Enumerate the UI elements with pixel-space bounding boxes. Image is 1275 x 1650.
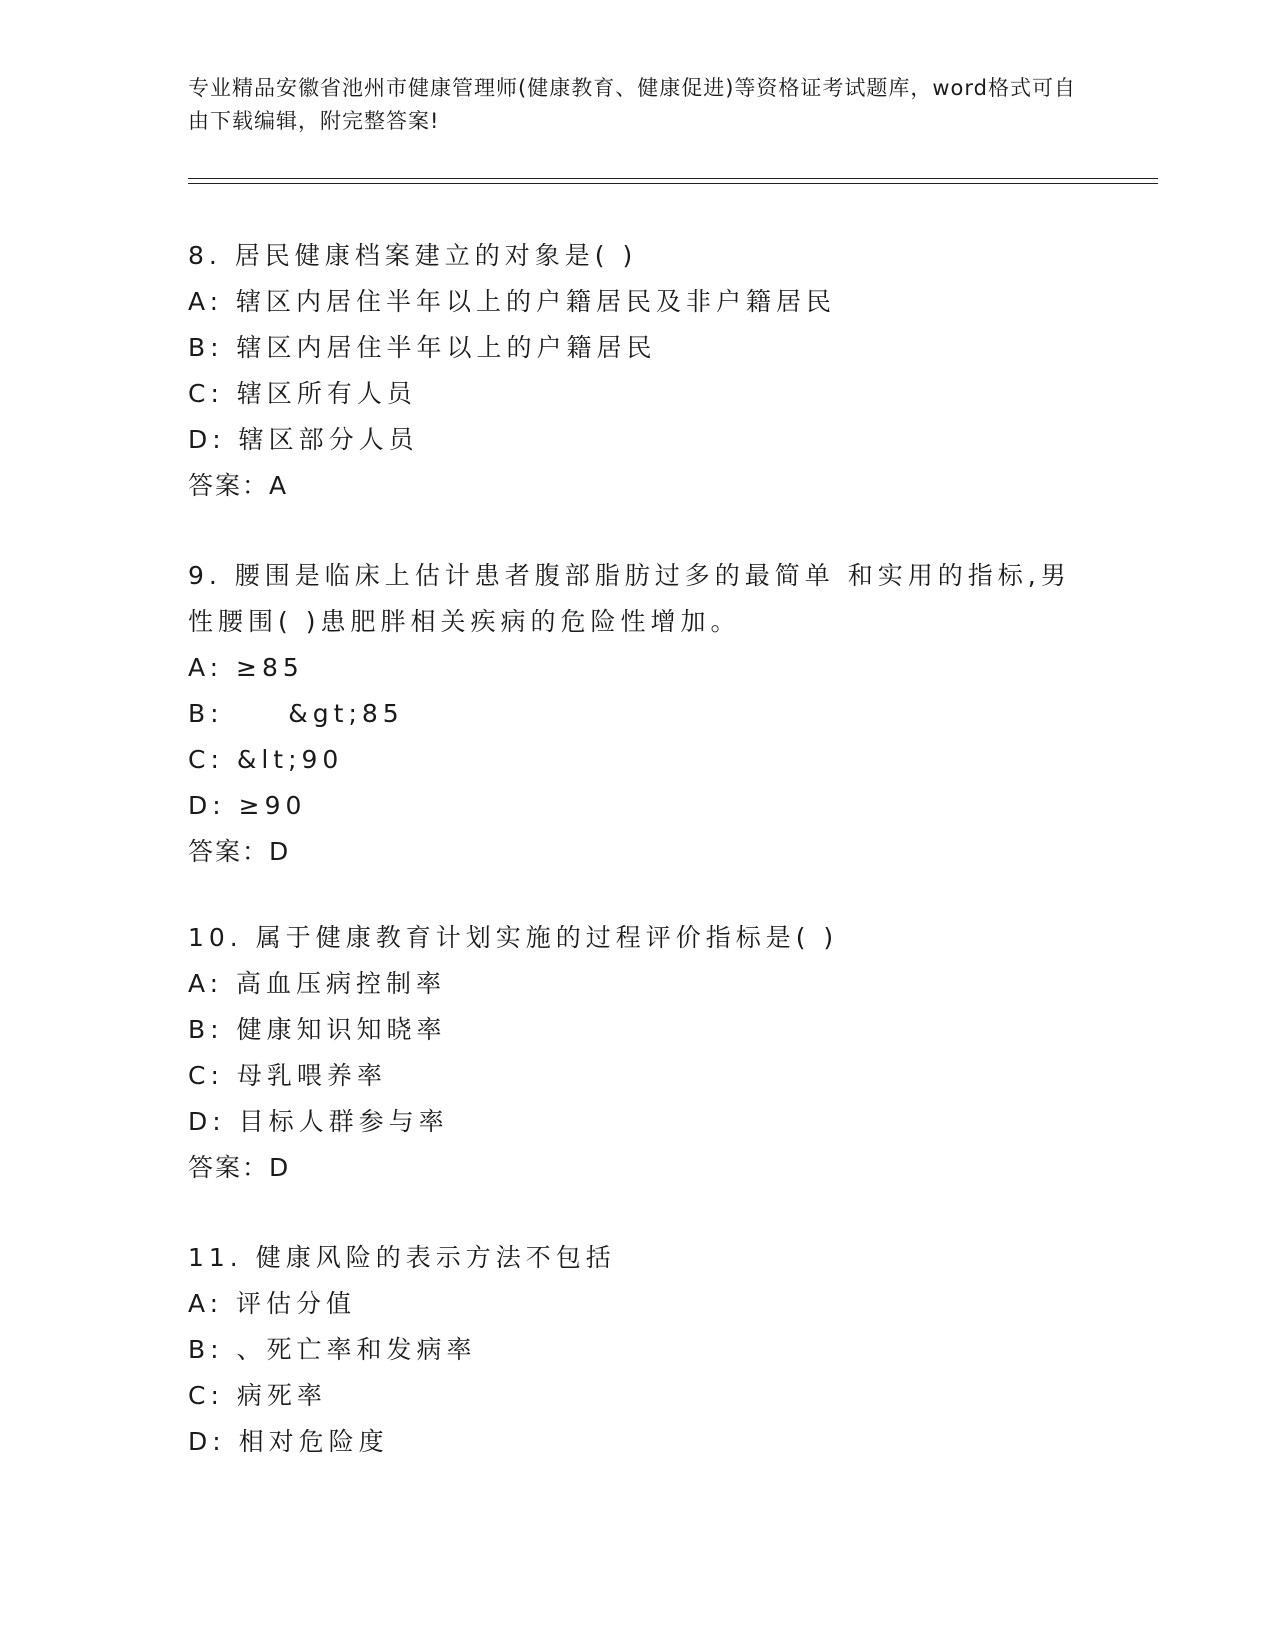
option-b: B: 、死亡率和发病率: [188, 1335, 477, 1364]
question-stem: 10. 属于健康教育计划实施的过程评价指标是( ): [188, 923, 839, 952]
document-header: 专业精品安徽省池州市健康管理师(健康教育、健康促进)等资格证考试题库，word格式可自由下载编辑，附完整答案!: [188, 76, 1077, 133]
option-b: B: 健康知识知晓率: [188, 1015, 447, 1044]
option-d: D: 辖区部分人员: [188, 425, 419, 454]
question-stem: 9. 腰围是临床上估计患者腹部脂肪过多的最简单 和实用的指标,男性腰围( )患肥胖相关疾病的危险性增加。: [188, 561, 1071, 636]
question-10: [188, 915, 1088, 1191]
header-rule-top: [188, 178, 1158, 179]
option-c: C: 母乳喂养率: [188, 1061, 387, 1090]
option-d: D: 目标人群参与率: [188, 1107, 449, 1136]
answer-line: 答案：A: [188, 471, 289, 500]
header-rule-bottom: [188, 183, 1158, 184]
option-a: A: 高血压病控制率: [188, 969, 447, 998]
option-c: C: &lt;90: [188, 745, 344, 774]
option-d: D: 相对危险度: [188, 1427, 389, 1456]
option-b: B: 辖区内居住半年以上的户籍居民: [188, 333, 657, 362]
answer-line: 答案：D: [188, 837, 291, 866]
option-a: A: ≥85: [188, 653, 304, 682]
question-stem: 11. 健康风险的表示方法不包括: [188, 1243, 616, 1272]
question-11: [188, 1235, 1088, 1465]
question-stem: 8. 居民健康档案建立的对象是( ): [188, 241, 638, 270]
option-b: B: &gt;85: [188, 699, 404, 728]
option-c: C: 病死率: [188, 1381, 327, 1410]
option-d: D: ≥90: [188, 791, 307, 820]
option-c: C: 辖区所有人员: [188, 379, 417, 408]
answer-line: 答案：D: [188, 1153, 291, 1182]
option-a: A: 评估分值: [188, 1289, 357, 1318]
question-9: [188, 553, 1088, 875]
option-a: A: 辖区内居住半年以上的户籍居民及非户籍居民: [188, 287, 837, 316]
question-8: [188, 233, 1088, 509]
